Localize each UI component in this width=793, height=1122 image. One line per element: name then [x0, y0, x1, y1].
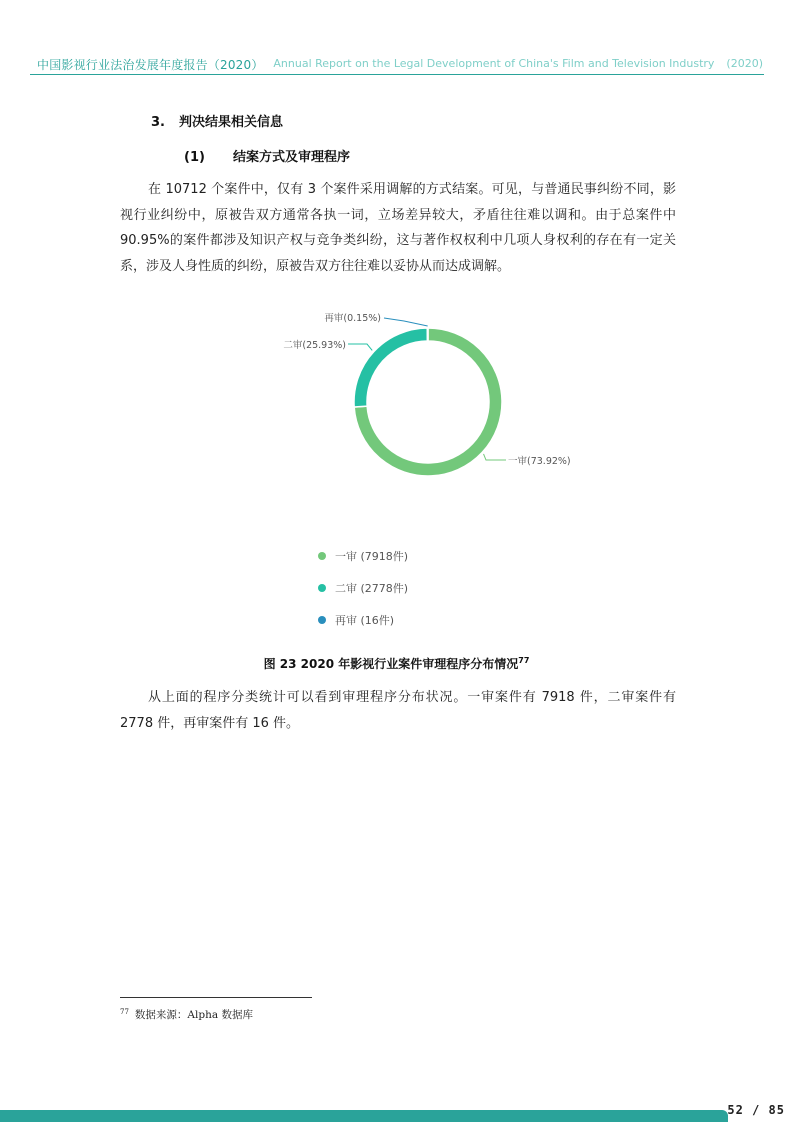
footnote	[120, 1007, 253, 1022]
figure-caption	[0, 655, 793, 672]
section-title: 判决结果相关信息	[178, 115, 283, 130]
section-heading	[151, 111, 283, 130]
legend-item-3	[318, 612, 394, 628]
footnote-text: 数据来源：Alpha 数据库	[134, 1009, 253, 1021]
figure-caption-footnote-ref: 77	[518, 656, 530, 665]
legend-item-1	[318, 548, 408, 564]
donut-slice-2	[354, 328, 427, 407]
subsection-heading	[184, 146, 350, 165]
figure-caption-text: 图 23 2020 年影视行业案件审理程序分布情况	[263, 657, 519, 671]
subsection-title: 结案方式及审理程序	[232, 150, 350, 165]
footnote-number: 77	[120, 1007, 129, 1016]
body-paragraph-2: 从上面的程序分类统计可以看到审理程序分布状况。一审案件有 7918 件，二审案件有 2778 件，再审案件有 16 件。	[120, 690, 676, 731]
legend-label: 再审 (16件)	[335, 614, 395, 627]
leader-line-1	[484, 454, 506, 460]
donut-chart	[170, 296, 682, 634]
header-divider	[30, 74, 764, 75]
legend-item-2	[318, 580, 408, 596]
slice-label-3: 再审(0.15%)	[324, 313, 381, 324]
leader-line-2	[348, 344, 372, 350]
legend-dot-icon	[318, 584, 326, 592]
section-number: 3.	[151, 115, 165, 130]
legend-label: 二审 (2778件)	[335, 582, 409, 595]
donut-chart-svg	[170, 296, 682, 546]
leader-line-3	[384, 318, 428, 326]
legend-dot-icon	[318, 616, 326, 624]
footnote-divider	[120, 997, 312, 998]
header-english-text: Annual Report on the Legal Development of China's Film and Television Industry	[273, 57, 715, 70]
legend-label: 一审 (7918件)	[335, 550, 409, 563]
slice-label-1: 一审(73.92%)	[508, 456, 571, 467]
subsection-number: (1)	[184, 150, 205, 165]
legend-dot-icon	[318, 552, 326, 560]
donut-slice-3	[427, 328, 428, 341]
header-title: 中国影视行业法治发展年度报告（2020）	[37, 58, 264, 72]
header-english-title	[273, 57, 763, 70]
footer-bar	[0, 1110, 728, 1122]
body-paragraph-1: 在 10712 个案件中，仅有 3 个案件采用调解的方式结案。可见，与普通民事纠纷不同，影视行业纠纷中，原被告双方通常各执一词，立场差异较大，矛盾往往难以调和。由于总案件中 90.95%的案件都涉及知识产权与竞争类纠纷，这与著作权权利中几项人身权利的存在有一定关系，涉及人身性质的纠纷，原被告双方往往难以妥协从而达成调解。	[120, 182, 676, 274]
header-year: (2020)	[726, 57, 763, 70]
page-number: 52 / 85	[727, 1103, 785, 1117]
slice-label-2: 二审(25.93%)	[283, 340, 346, 351]
